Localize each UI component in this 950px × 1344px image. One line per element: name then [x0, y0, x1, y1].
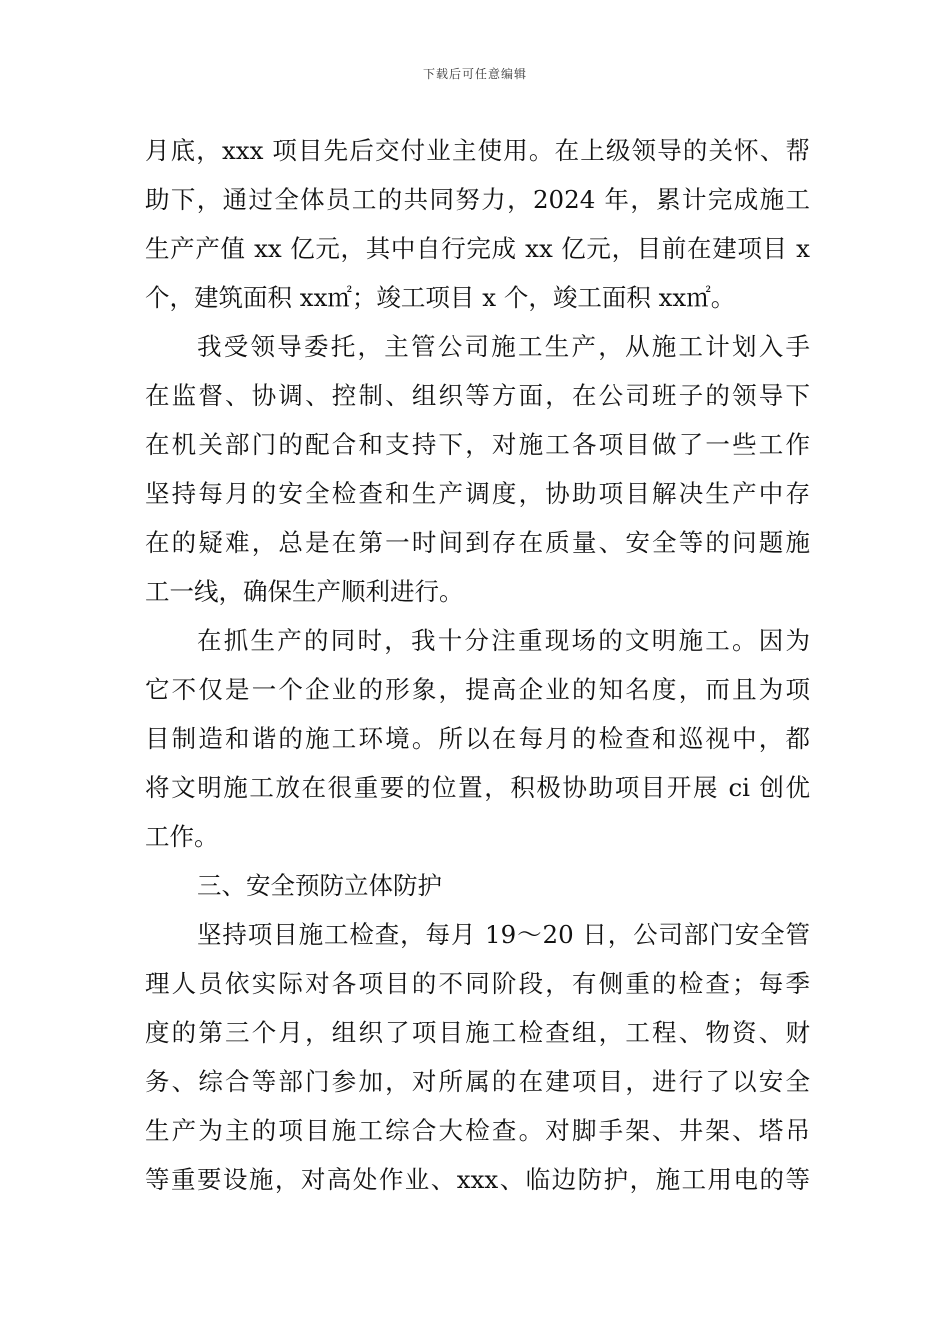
text-line: 工一线，确保生产顺利进行。 [145, 577, 464, 606]
text-line: 等重要设施，对高处作业、xxx、临边防护，施工用电的等 [145, 1165, 810, 1194]
text-line: 理人员依实际对各项目的不同阶段，有侧重的检查；每季 [145, 969, 810, 998]
text-line: 务、综合等部门参加，对所属的在建项目，进行了以安全 [145, 1067, 810, 1096]
text-line: 坚持项目施工检查，每月 19～20 日，公司部门安全管 [197, 920, 810, 949]
text-line: 生产产值 xx 亿元，其中自行完成 xx 亿元，目前在建项目 x [145, 234, 810, 263]
text-line: 助下，通过全体员工的共同努力，2024 年，累计完成施工 [145, 185, 810, 214]
text-line: 我受领导委托，主管公司施工生产，从施工计划入手 [197, 332, 810, 361]
page-header: 下载后可任意编辑 [422, 67, 527, 81]
text-line: 工作。 [145, 822, 219, 851]
text-line: 个，建筑面积 xx㎡；竣工项目 x 个，竣工面积 xx㎡。 [145, 283, 736, 312]
text-line: 生产为主的项目施工综合大检查。对脚手架、井架、塔吊 [145, 1116, 810, 1145]
text-line: 将文明施工放在很重要的位置，积极协助项目开展 ci 创优 [145, 773, 810, 802]
text-line: 在机关部门的配合和支持下，对施工各项目做了一些工作 [145, 430, 810, 459]
text-line: 度的第三个月，组织了项目施工检查组，工程、物资、财 [145, 1018, 810, 1047]
text-line: 在监督、协调、控制、组织等方面，在公司班子的领导下 [145, 381, 810, 410]
text-line: 坚持每月的安全检查和生产调度，协助项目解决生产中存 [145, 479, 810, 508]
text-line: 月底，xxx 项目先后交付业主使用。在上级领导的关怀、帮 [145, 136, 810, 165]
document-body [145, 126, 810, 1204]
text-line: 三、安全预防立体防护 [197, 871, 442, 900]
text-line: 在的疑难，总是在第一时间到存在质量、安全等的问题施 [145, 528, 810, 557]
text-line: 在抓生产的同时，我十分注重现场的文明施工。因为 [197, 626, 810, 655]
text-line: 目制造和谐的施工环境。所以在每月的检查和巡视中，都 [145, 724, 810, 753]
text-line: 它不仅是一个企业的形象，提高企业的知名度，而且为项 [145, 675, 810, 704]
